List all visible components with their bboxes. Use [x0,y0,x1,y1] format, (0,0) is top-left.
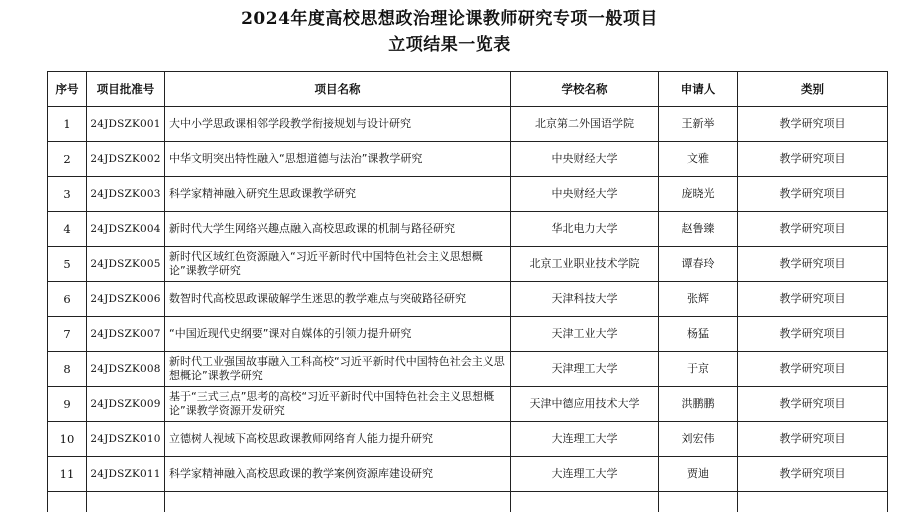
cell-name: 基于“三式三点”思考的高校“习近平新时代中国特色社会主义思想概论”课教学资源开发研究 [165,387,511,422]
cell-empty [48,492,87,513]
cell-name: 新时代工业强国故事融入工科高校“习近平新时代中国特色社会主义思想概论”课教学研究 [165,352,511,387]
cell-applicant: 贾迪 [659,457,738,492]
table-row [48,282,888,317]
cell-code: 24JDSZK005 [87,247,165,282]
cell-category: 教学研究项目 [738,177,888,212]
cell-category: 教学研究项目 [738,457,888,492]
cell-name: 立德树人视域下高校思政课教师网络育人能力提升研究 [165,422,511,457]
cell-code: 24JDSZK004 [87,212,165,247]
cell-school: 天津科技大学 [511,282,659,317]
cell-category: 教学研究项目 [738,212,888,247]
table-row-partial [48,492,888,513]
cell-category: 教学研究项目 [738,352,888,387]
cell-code: 24JDSZK008 [87,352,165,387]
cell-name: 大中小学思政课相邻学段教学衔接规划与设计研究 [165,107,511,142]
cell-category: 教学研究项目 [738,142,888,177]
cell-no: 9 [48,387,87,422]
cell-no: 1 [48,107,87,142]
header-applicant: 申请人 [659,72,738,107]
cell-no: 8 [48,352,87,387]
table-row [48,247,888,282]
table-header-row [48,72,888,107]
cell-school: 天津中德应用技术大学 [511,387,659,422]
cell-no: 4 [48,212,87,247]
header-name: 项目名称 [165,72,511,107]
cell-applicant: 庞晓光 [659,177,738,212]
title-line-2: 立项结果一览表 [388,35,511,55]
table-row [48,212,888,247]
cell-school: 天津工业大学 [511,317,659,352]
cell-empty [165,492,511,513]
document-title [0,6,899,58]
cell-applicant: 谭春玲 [659,247,738,282]
cell-category: 教学研究项目 [738,317,888,352]
cell-code: 24JDSZK007 [87,317,165,352]
projects-table [47,71,888,512]
cell-school: 大连理工大学 [511,457,659,492]
cell-category: 教学研究项目 [738,387,888,422]
cell-applicant: 洪鹏鹏 [659,387,738,422]
header-category: 类别 [738,72,888,107]
cell-code: 24JDSZK011 [87,457,165,492]
cell-empty [659,492,738,513]
cell-category: 教学研究项目 [738,247,888,282]
table-row [48,422,888,457]
cell-name: 科学家精神融入研究生思政课教学研究 [165,177,511,212]
cell-category: 教学研究项目 [738,107,888,142]
cell-school: 天津理工大学 [511,352,659,387]
cell-name: 科学家精神融入高校思政课的教学案例资源库建设研究 [165,457,511,492]
cell-no: 5 [48,247,87,282]
cell-name: 中华文明突出特性融入“思想道德与法治”课教学研究 [165,142,511,177]
cell-applicant: 于京 [659,352,738,387]
table-row [48,142,888,177]
cell-applicant: 张辉 [659,282,738,317]
table-row [48,457,888,492]
cell-school: 中央财经大学 [511,177,659,212]
header-no: 序号 [48,72,87,107]
cell-no: 7 [48,317,87,352]
cell-name: “中国近现代史纲要”课对自媒体的引领力提升研究 [165,317,511,352]
cell-code: 24JDSZK006 [87,282,165,317]
table-row [48,352,888,387]
cell-school: 北京工业职业技术学院 [511,247,659,282]
cell-empty [511,492,659,513]
header-school: 学校名称 [511,72,659,107]
cell-code: 24JDSZK009 [87,387,165,422]
cell-applicant: 杨猛 [659,317,738,352]
table-row [48,177,888,212]
cell-applicant: 赵鲁臻 [659,212,738,247]
cell-empty [738,492,888,513]
cell-code: 24JDSZK003 [87,177,165,212]
cell-name: 新时代大学生网络兴趣点融入高校思政课的机制与路径研究 [165,212,511,247]
cell-applicant: 文雅 [659,142,738,177]
cell-name: 新时代区域红色资源融入“习近平新时代中国特色社会主义思想概论”课教学研究 [165,247,511,282]
cell-school: 北京第二外国语学院 [511,107,659,142]
table-row [48,387,888,422]
table-row [48,317,888,352]
cell-name: 数智时代高校思政课破解学生迷思的教学难点与突破路径研究 [165,282,511,317]
cell-no: 6 [48,282,87,317]
cell-category: 教学研究项目 [738,422,888,457]
cell-school: 中央财经大学 [511,142,659,177]
cell-no: 2 [48,142,87,177]
cell-code: 24JDSZK002 [87,142,165,177]
cell-school: 华北电力大学 [511,212,659,247]
table-row [48,107,888,142]
title-line-1: 2024年度高校思想政治理论课教师研究专项一般项目 [241,9,658,29]
cell-no: 3 [48,177,87,212]
cell-empty [87,492,165,513]
header-code: 项目批准号 [87,72,165,107]
cell-no: 10 [48,422,87,457]
cell-school: 大连理工大学 [511,422,659,457]
cell-category: 教学研究项目 [738,282,888,317]
cell-code: 24JDSZK010 [87,422,165,457]
cell-no: 11 [48,457,87,492]
cell-code: 24JDSZK001 [87,107,165,142]
cell-applicant: 王新举 [659,107,738,142]
cell-applicant: 刘宏伟 [659,422,738,457]
